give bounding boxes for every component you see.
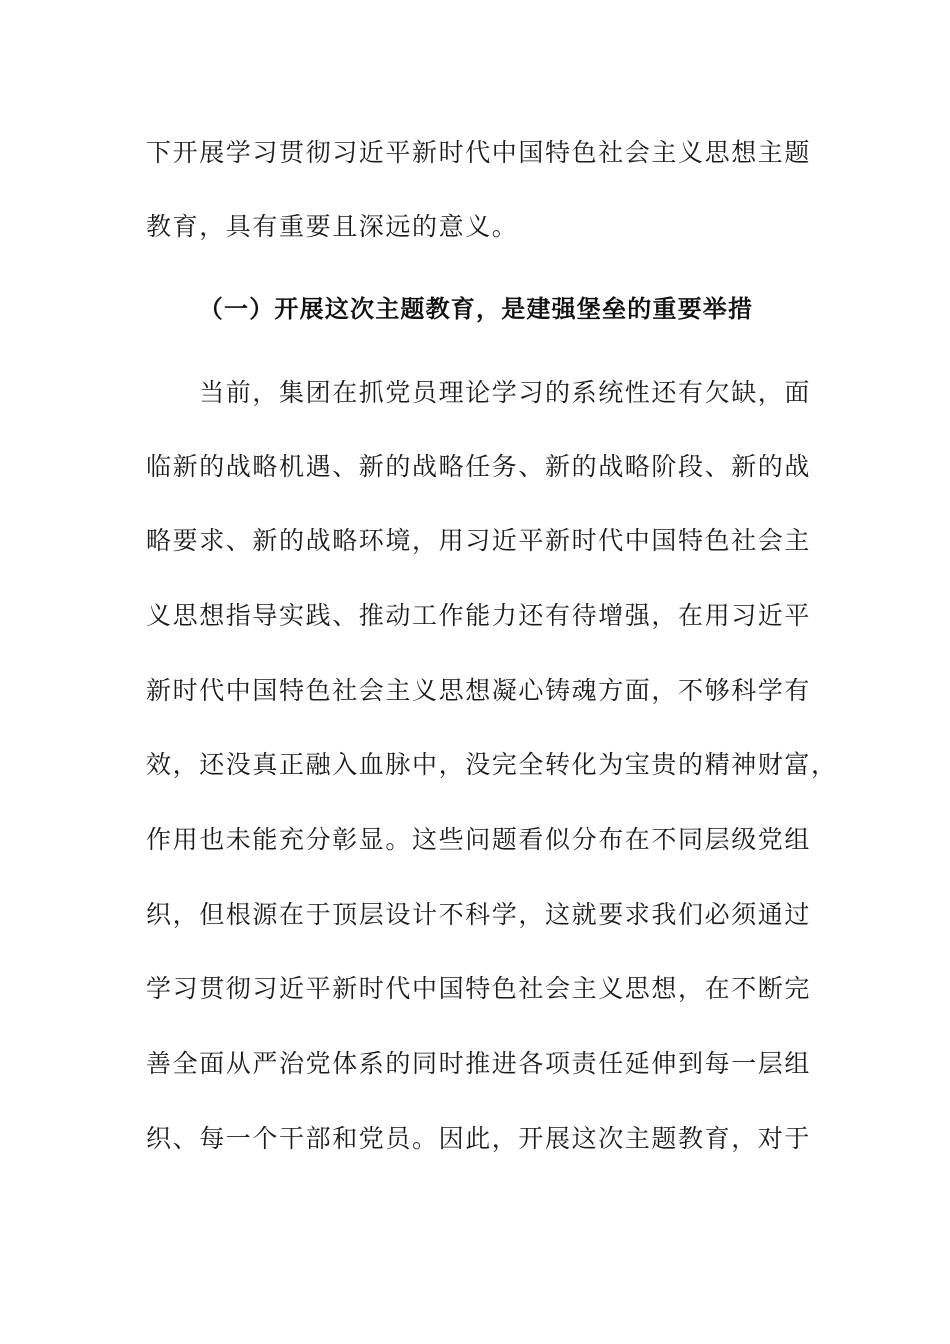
body-line: 织，但根源在于顶层设计不科学，这就要求我们必须通过 (146, 900, 812, 929)
body-line: 学习贯彻习近平新时代中国特色社会主义思想，在不断完 (146, 974, 812, 1003)
body-line: 织、每一个干部和党员。因此，开展这次主题教育，对于 (146, 1124, 812, 1153)
intro-line: 下开展学习贯彻习近平新时代中国特色社会主义思想主题 (146, 138, 812, 167)
body-line: 略要求、新的战略环境，用习近平新时代中国特色社会主 (146, 526, 812, 555)
body-line: 临新的战略机遇、新的战略任务、新的战略阶段、新的战 (146, 452, 812, 481)
body-line: 义思想指导实践、推动工作能力还有待增强，在用习近平 (146, 601, 812, 630)
body-line: 新时代中国特色社会主义思想凝心铸魂方面，不够科学有 (146, 676, 812, 705)
body-line: 效，还没真正融入血脉中，没完全转化为宝贵的精神财富， (146, 750, 838, 779)
section-heading: （一）开展这次主题教育，是建强堡垒的重要举措 (198, 295, 754, 323)
body-line: 善全面从严治党体系的同时推进各项责任延伸到每一层组 (146, 1049, 812, 1078)
body-line: 作用也未能充分彰显。这些问题看似分布在不同层级党组 (146, 825, 812, 854)
intro-line: 教育，具有重要且深远的意义。 (146, 212, 519, 241)
body-line: 当前，集团在抓党员理论学习的系统性还有欠缺，面 (146, 378, 812, 407)
